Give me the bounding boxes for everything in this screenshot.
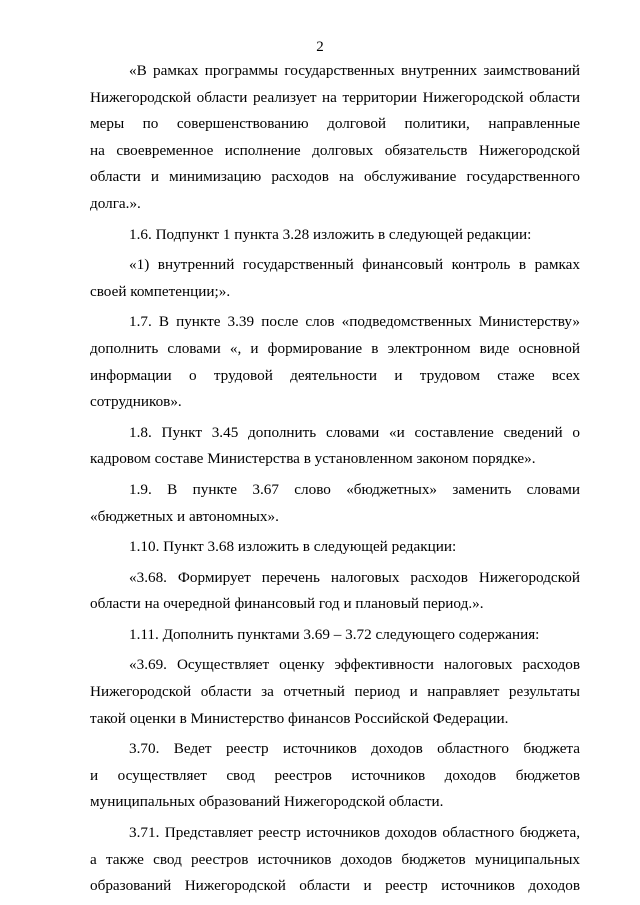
page-number: 2: [316, 39, 324, 55]
paragraph: [90, 565, 580, 618]
paragraph: [90, 477, 580, 530]
text-line: 3.70. Ведет реестр источников доходов областного бюджета: [129, 740, 580, 758]
text-line: на своевременное исполнение долговых обязательств Нижегородской: [90, 141, 580, 159]
paragraph: [90, 820, 580, 900]
text-line: Нижегородской области за отчетный период и направляет результаты: [90, 683, 580, 701]
text-line: дополнить словами «, и формирование в электронном виде основной: [90, 339, 580, 357]
paragraph: [90, 58, 580, 218]
paragraph: [90, 420, 580, 473]
text-line: такой оценки в Министерство финансов Российской Федерации.: [90, 709, 509, 727]
paragraph: [90, 652, 580, 732]
text-line: своей компетенции;».: [90, 282, 231, 300]
text-line: 1.8. Пункт 3.45 дополнить словами «и составление сведений о: [129, 423, 580, 441]
text-line: «В рамках программы государственных внутренних заимствований: [129, 62, 580, 79]
document-body: [90, 58, 580, 904]
text-line: «3.69. Осуществляет оценку эффективности налоговых расходов: [129, 656, 580, 674]
text-line: Нижегородской области реализует на территории Нижегородской области: [90, 88, 580, 106]
text-line: «бюджетных и автономных».: [90, 507, 279, 525]
text-line: области на очередной финансовый год и плановый период.».: [90, 595, 484, 613]
text-line: и осуществляет свод реестров источников доходов бюджетов: [90, 766, 580, 784]
text-line: 1.6. Подпункт 1 пункта 3.28 изложить в следующей редакции:: [129, 225, 532, 243]
text-line: сотрудников».: [90, 393, 182, 411]
paragraph: [90, 622, 580, 649]
text-line: 3.71. Представляет реестр источников доходов областного бюджета,: [129, 824, 580, 842]
text-line: «1) внутренний государственный финансовый контроль в рамках: [129, 256, 580, 274]
paragraph: [90, 736, 580, 816]
paragraph: [90, 252, 580, 305]
text-line: 1.7. В пункте 3.39 после слов «подведомственных Министерству»: [129, 313, 580, 331]
text-line: образований Нижегородской области и реестр источников доходов: [90, 877, 580, 895]
text-line: 1.10. Пункт 3.68 изложить в следующей редакции:: [129, 538, 457, 556]
text-line: области и минимизацию расходов на обслуживание государственного: [90, 168, 580, 186]
text-line: меры по совершенствованию долговой политики, направленные: [90, 115, 580, 133]
paragraph: [90, 309, 580, 415]
text-line: долга.».: [90, 194, 141, 212]
paragraph: [90, 222, 580, 249]
text-line: 1.11. Дополнить пунктами 3.69 – 3.72 следующего содержания:: [129, 625, 540, 643]
text-line: информации о трудовой деятельности и трудовом стаже всех: [90, 366, 580, 384]
text-line: муниципальных образований Нижегородской области.: [90, 793, 444, 811]
text-line: кадровом составе Министерства в установленном законом порядке».: [90, 450, 536, 468]
text-line: «3.68. Формирует перечень налоговых расходов Нижегородской: [129, 568, 580, 586]
text-line: 1.9. В пункте 3.67 слово «бюджетных» заменить словами: [129, 480, 580, 498]
paragraph: [90, 534, 580, 561]
text-line: а также свод реестров источников доходов бюджетов муниципальных: [90, 850, 580, 868]
